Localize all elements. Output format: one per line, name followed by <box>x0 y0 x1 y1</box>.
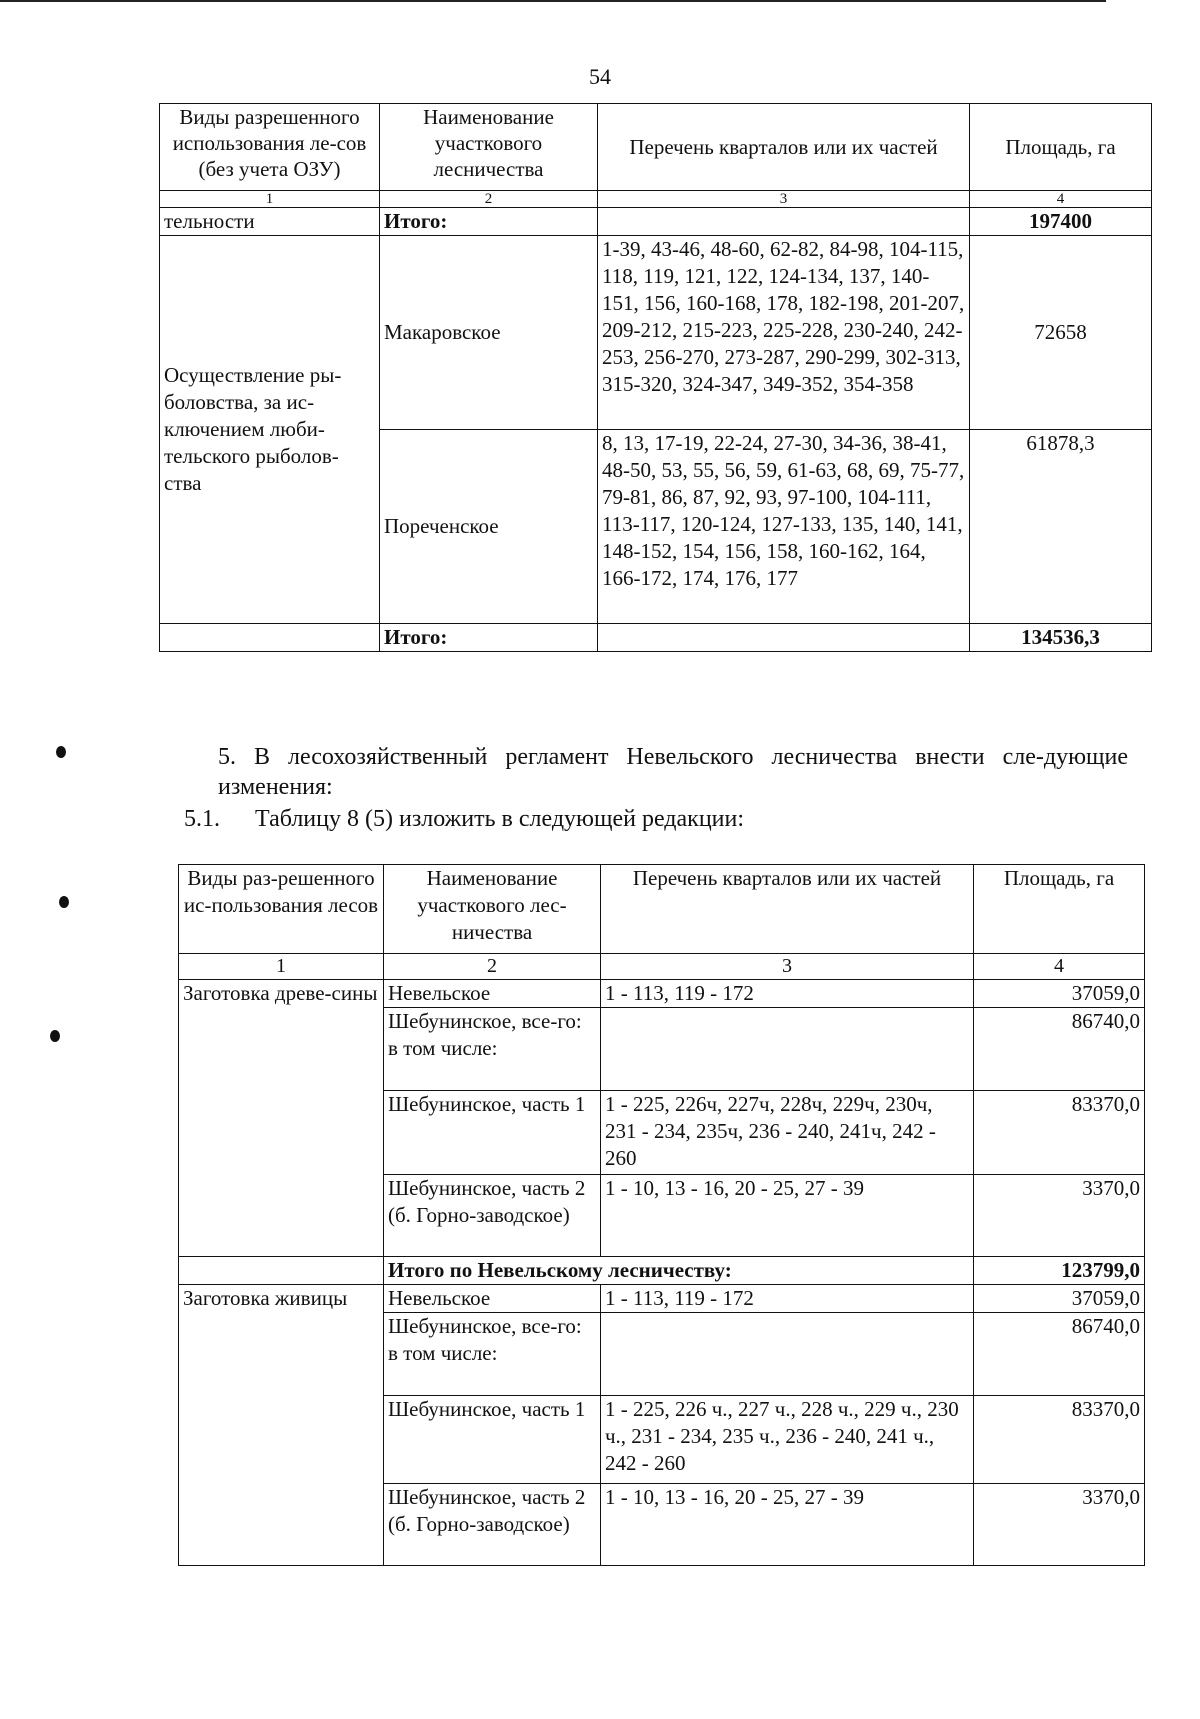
t2-header-forestry: Наименование участкового лес-ничества <box>384 865 601 954</box>
t2-colnum-1: 1 <box>179 954 384 980</box>
t2-forestry: Невельское <box>384 1285 601 1313</box>
table-1 <box>159 103 1152 652</box>
t1-area: 72658 <box>970 236 1152 430</box>
binder-hole-mark <box>56 746 66 758</box>
binder-hole-mark <box>59 896 69 908</box>
t2-forestry: Шебунинское, все-го: в том числе: <box>384 1008 601 1091</box>
t1-total-row <box>160 624 1152 652</box>
t1-colnum-2: 2 <box>380 191 598 208</box>
t1-header-area: Площадь, га <box>970 104 1152 191</box>
t1-quarters: 1-39, 43-46, 48-60, 62-82, 84-98, 104-115, 118, 119, 121, 122, 124-134, 137, 140-151, 156, 160-168, 178, 182-198, 201-207, 209-212, 215-223, 225-228, 230-240, 242-253, 256-270, 273-287, 290-299, 302-313, 315-320, 324-347, 349-352, 354-358 <box>598 236 970 430</box>
t1-prev-total-value: 197400 <box>970 208 1152 236</box>
t2-quarters: 1 - 10, 13 - 16, 20 - 25, 27 - 39 <box>601 1175 974 1257</box>
t1-header-usage: Виды разрешенного использования ле-сов (без учета ОЗУ) <box>160 104 380 191</box>
t2-usage-resin: Заготовка живицы <box>179 1285 384 1566</box>
t2-quarters <box>601 1008 974 1091</box>
t2-area: 83370,0 <box>974 1396 1145 1484</box>
t2-col-number-row <box>179 954 1145 980</box>
t1-prev-usage: тельности <box>160 208 380 236</box>
t2-area: 83370,0 <box>974 1091 1145 1175</box>
t1-usage: Осуществление ры-боловства, за ис-ключением люби-тельского рыболов-ства <box>160 236 380 624</box>
t2-total-label: Итого по Невельскому лесничеству: <box>384 1257 974 1285</box>
t1-forestry: Пореченское <box>380 430 598 624</box>
t2-area: 37059,0 <box>974 980 1145 1008</box>
t2-quarters: 1 - 225, 226 ч., 227 ч., 228 ч., 229 ч., 230 ч., 231 - 234, 235 ч., 236 - 240, 241 ч., 242 - 260 <box>601 1396 974 1484</box>
t1-colnum-3: 3 <box>598 191 970 208</box>
t2-total-row <box>179 1257 1145 1285</box>
t2-area: 86740,0 <box>974 1008 1145 1091</box>
t2-quarters: 1 - 225, 226ч, 227ч, 228ч, 229ч, 230ч, 231 - 234, 235ч, 236 - 240, 241ч, 242 - 260 <box>601 1091 974 1175</box>
t1-total-label: Итого: <box>380 624 598 652</box>
table-row <box>160 236 1152 430</box>
t2-quarters: 1 - 113, 119 - 172 <box>601 980 974 1008</box>
t1-total-quarters <box>598 624 970 652</box>
t2-colnum-2: 2 <box>384 954 601 980</box>
t1-prev-total-label: Итого: <box>380 208 598 236</box>
t2-forestry: Невельское <box>384 980 601 1008</box>
t2-total-value: 123799,0 <box>974 1257 1145 1285</box>
t1-prev-total-row <box>160 208 1152 236</box>
t1-area: 61878,3 <box>970 430 1152 624</box>
t1-colnum-1: 1 <box>160 191 380 208</box>
table-row <box>179 1285 1145 1313</box>
t2-forestry: Шебунинское, часть 1 <box>384 1091 601 1175</box>
t2-forestry: Шебунинское, часть 2 (б. Горно-заводское) <box>384 1175 601 1257</box>
table-2 <box>178 864 1145 1566</box>
t2-header-quarters: Перечень кварталов или их частей <box>601 865 974 954</box>
t2-area: 3370,0 <box>974 1175 1145 1257</box>
t1-header-forestry: Наименование участкового лесничества <box>380 104 598 191</box>
t2-header-area: Площадь, га <box>974 865 1145 954</box>
t2-forestry: Шебунинское, часть 1 <box>384 1396 601 1484</box>
t2-header-usage: Виды раз-решенного ис-пользования лесов <box>179 865 384 954</box>
t2-area: 3370,0 <box>974 1484 1145 1566</box>
t2-usage-wood: Заготовка древе-сины <box>179 980 384 1257</box>
binder-hole-mark <box>50 1030 60 1042</box>
paragraph-5-1-number: 5.1. <box>184 806 220 832</box>
t2-area: 37059,0 <box>974 1285 1145 1313</box>
t2-total-empty <box>179 1257 384 1285</box>
t2-quarters: 1 - 10, 13 - 16, 20 - 25, 27 - 39 <box>601 1484 974 1566</box>
paragraph-5-1-text: Таблицу 8 (5) изложить в следующей редакции: <box>255 806 745 832</box>
t2-colnum-3: 3 <box>601 954 974 980</box>
page-number: 54 <box>589 64 611 89</box>
table-row <box>179 980 1145 1008</box>
t2-quarters <box>601 1313 974 1396</box>
t1-prev-quarters <box>598 208 970 236</box>
t1-col-number-row <box>160 191 1152 208</box>
t1-total-empty <box>160 624 380 652</box>
top-border-line <box>0 0 1106 2</box>
t1-total-value: 134536,3 <box>970 624 1152 652</box>
t1-forestry: Макаровское <box>380 236 598 430</box>
table-1-header-row <box>160 104 1152 191</box>
t2-quarters: 1 - 113, 119 - 172 <box>601 1285 974 1313</box>
t2-forestry: Шебунинское, все-го: в том числе: <box>384 1313 601 1396</box>
t2-area: 86740,0 <box>974 1313 1145 1396</box>
t2-colnum-4: 4 <box>974 954 1145 980</box>
table-2-header-row <box>179 865 1145 954</box>
t1-header-quarters: Перечень кварталов или их частей <box>598 104 970 191</box>
t2-forestry: Шебунинское, часть 2 (б. Горно-заводское) <box>384 1484 601 1566</box>
t1-quarters: 8, 13, 17-19, 22-24, 27-30, 34-36, 38-41, 48-50, 53, 55, 56, 59, 61-63, 68, 69, 75-77, 79-81, 86, 87, 92, 93, 97-100, 104-111, 113-117, 120-124, 127-133, 135, 140, 141, 148-152, 154, 156, 158, 160-162, 164, 166-172, 174, 176, 177 <box>598 430 970 624</box>
t1-colnum-4: 4 <box>970 191 1152 208</box>
paragraph-5: 5. В лесохозяйственный регламент Невельского лесничества внести сле-дующие изменения: <box>218 744 1128 800</box>
